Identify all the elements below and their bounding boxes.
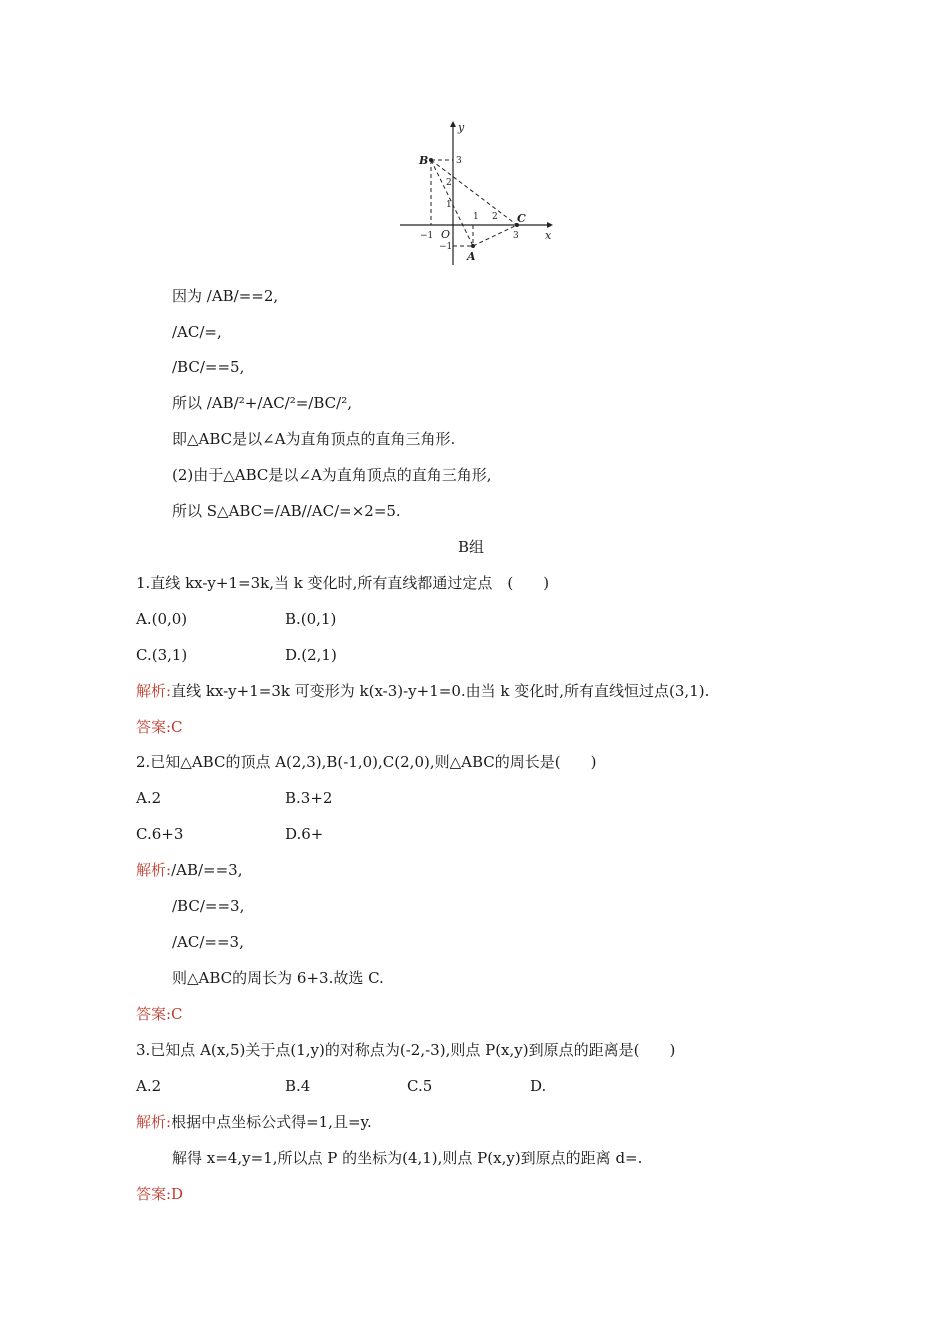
- solution-line-4: 所以 /AB/²+/AC/²=/BC/²,: [172, 394, 352, 412]
- point-a: [471, 244, 475, 248]
- label-c: C: [517, 212, 526, 225]
- q2-analysis-line-1: /AB/==3,: [171, 861, 243, 879]
- q2-analysis-line-3: /AC/==3,: [172, 933, 244, 951]
- label-b: B: [419, 154, 429, 167]
- q1-stem: 1.直线 kx-y+1=3k,当 k 变化时,所有直线都通过定点 ( ): [136, 574, 550, 592]
- q2-analysis: [136, 860, 242, 880]
- y-axis-arrow: [450, 121, 456, 127]
- x-axis-arrow: [547, 222, 553, 228]
- q2-option-d: D.6+: [285, 825, 324, 843]
- q1-analysis-text: 直线 kx-y+1=3k 可变形为 k(x-3)-y+1=0.由当 k 变化时,所有直线恒过点(3,1).: [171, 682, 710, 700]
- q1-option-d: D.(2,1): [285, 646, 337, 664]
- label-origin: O: [441, 228, 451, 241]
- group-title: B组: [458, 538, 485, 556]
- q3-analysis-label: 解析:: [136, 1113, 172, 1131]
- label-y-axis: y: [458, 121, 465, 134]
- q2-analysis-line-4: 则△ABC的周长为 6+3.故选 C.: [172, 969, 384, 987]
- q1-answer: 答案:C: [136, 718, 183, 736]
- q2-option-c: C.6+3: [136, 825, 184, 843]
- side-ab: [431, 160, 473, 246]
- solution-line-6: (2)由于△ABC是以∠A为直角顶点的直角三角形,: [172, 466, 492, 484]
- q1-option-b: B.(0,1): [285, 610, 337, 628]
- q3-analysis-line-2: 解得 x=4,y=1,所以点 P 的坐标为(4,1),则点 P(x,y)到原点的距离 d=.: [172, 1149, 643, 1167]
- q3-option-b: B.4: [285, 1077, 311, 1095]
- q3-analysis: [136, 1112, 372, 1132]
- q3-option-c: C.5: [407, 1077, 433, 1095]
- point-b: [429, 158, 433, 162]
- solution-line-7: 所以 S△ABC=/AB//AC/=×2=5.: [172, 502, 401, 520]
- tick-y-m1: −1: [439, 242, 453, 252]
- q2-stem: 2.已知△ABC的顶点 A(2,3),B(-1,0),C(2,0),则△ABC的周长是( ): [136, 753, 597, 771]
- label-a: A: [467, 250, 476, 263]
- q2-analysis-line-2: /BC/==3,: [172, 897, 245, 915]
- q3-stem: 3.已知点 A(x,5)关于点(1,y)的对称点为(-2,-3),则点 P(x,y)到原点的距离是( ): [136, 1041, 676, 1059]
- solution-line-2: /AC/=,: [172, 323, 222, 341]
- q2-option-a: A.2: [136, 789, 162, 807]
- q1-option-c: C.(3,1): [136, 646, 188, 664]
- q3-analysis-line-1: 根据中点坐标公式得=1,且=y.: [171, 1113, 372, 1131]
- tick-x-1: 1: [473, 212, 479, 222]
- q1-option-a: A.(0,0): [136, 610, 188, 628]
- q2-analysis-label: 解析:: [136, 861, 172, 879]
- q1-analysis-label: 解析:: [136, 682, 172, 700]
- q3-answer: 答案:D: [136, 1185, 184, 1203]
- tick-y-3: 3: [456, 156, 462, 166]
- tick-x-m1: −1: [420, 231, 434, 241]
- solution-line-1: 因为 /AB/==2,: [172, 287, 279, 305]
- tick-y-2: 2: [446, 178, 452, 188]
- q3-option-a: A.2: [136, 1077, 162, 1095]
- solution-line-5: 即△ABC是以∠A为直角顶点的直角三角形.: [172, 430, 456, 448]
- tick-x-2: 2: [492, 212, 498, 222]
- label-x-axis: x: [545, 229, 552, 242]
- tick-x-3: 3: [513, 231, 519, 241]
- solution-line-3: /BC/==5,: [172, 358, 245, 376]
- side-ac: [473, 225, 517, 246]
- q2-answer: 答案:C: [136, 1005, 183, 1023]
- q1-analysis: [136, 681, 709, 701]
- triangle-figure: [395, 118, 560, 268]
- q3-option-d: D.: [530, 1077, 547, 1095]
- tick-y-1: 1: [446, 200, 452, 210]
- q2-option-b: B.3+2: [285, 789, 333, 807]
